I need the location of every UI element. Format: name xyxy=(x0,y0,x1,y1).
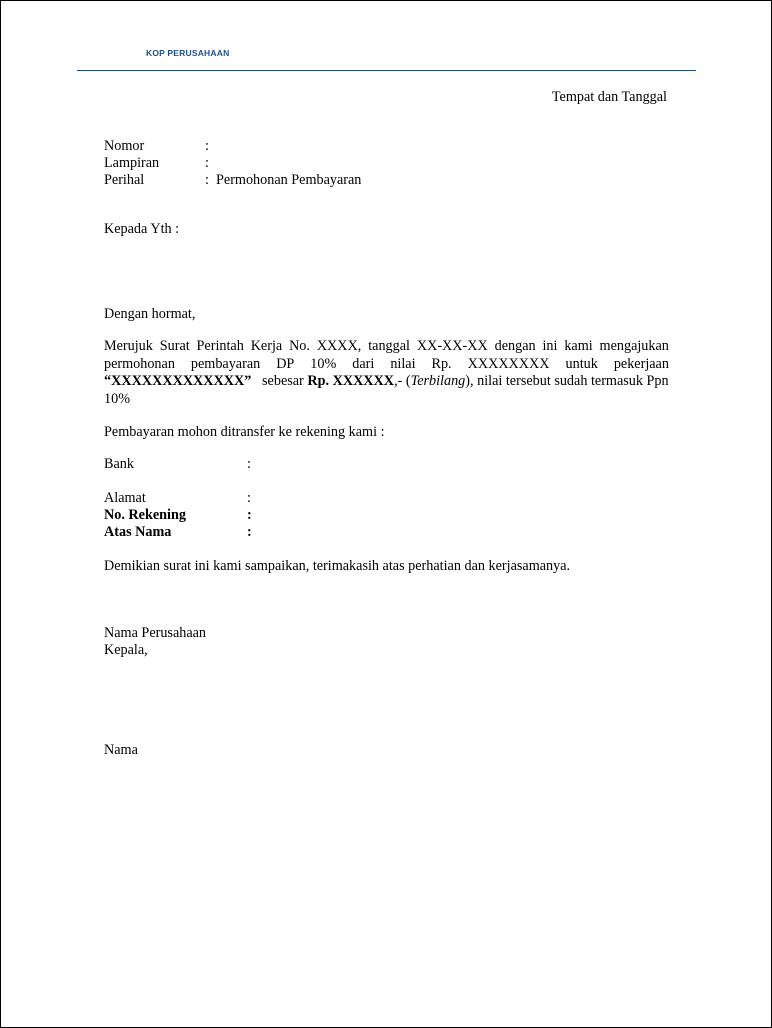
atas-nama-label: Atas Nama xyxy=(104,524,172,540)
perihal-label: Perihal xyxy=(104,172,145,188)
greeting: Dengan hormat, xyxy=(104,306,196,322)
body-line-1-word-4: Kerja xyxy=(250,338,283,354)
body-line-2-word-2: pembayaran xyxy=(190,355,261,372)
body-line-2-word-1: permohonan xyxy=(104,355,175,372)
body-tail: ), nilai tersebut sudah termasuk Ppn xyxy=(465,373,669,389)
signature-company: Nama Perusahaan xyxy=(104,625,207,641)
bank-colon: : xyxy=(247,456,251,472)
job-name: “XXXXXXXXXXXXX” xyxy=(104,373,252,389)
rekening-colon: : xyxy=(247,507,252,523)
body-line-2-word-8: XXXXXXXX xyxy=(467,355,550,372)
body-line-2-word-6: nilai xyxy=(390,355,416,372)
body-line-1-word-3: Perintah xyxy=(196,338,244,354)
body-line-1-word-1: Merujuk xyxy=(104,338,153,354)
bank-label: Bank xyxy=(104,456,134,472)
body-line-1-word-5: No. xyxy=(289,338,310,354)
body-line-2-word-7: Rp. xyxy=(431,355,452,372)
body-line-1-word-11: kami xyxy=(564,338,593,354)
body-line-2-word-4: 10% xyxy=(310,355,337,372)
terbilang: Terbilang xyxy=(410,373,466,389)
job-name-group xyxy=(104,373,669,391)
body-line-2-word-3: DP xyxy=(276,355,295,372)
body-line-1-word-12: mengajukan xyxy=(599,338,669,354)
body-line-2 xyxy=(104,356,669,374)
amount-suffix: ,- ( xyxy=(394,373,411,389)
amount: Rp. XXXXXX xyxy=(307,373,395,389)
place-and-date: Tempat dan Tanggal xyxy=(551,89,667,105)
body-line-4: 10% xyxy=(104,390,131,407)
company-letterhead: KOP PERUSAHAAN xyxy=(146,48,230,58)
alamat-colon: : xyxy=(247,490,251,506)
alamat-label: Alamat xyxy=(104,490,146,506)
recipient-line: Kepada Yth : xyxy=(104,221,180,237)
body-line-1-word-10: ini xyxy=(542,338,558,354)
body-line-1 xyxy=(104,338,669,356)
nomor-label: Nomor xyxy=(104,138,145,154)
lampiran-colon: : xyxy=(205,155,209,171)
signature-name: Nama xyxy=(104,742,138,758)
body-paragraph xyxy=(104,338,669,408)
transfer-intro: Pembayaran mohon ditransfer ke rekening kami : xyxy=(104,424,385,440)
closing-sentence: Demikian surat ini kami sampaikan, terimakasih atas perhatian dan kerjasamanya. xyxy=(104,558,571,574)
rekening-label: No. Rekening xyxy=(104,507,186,523)
letterhead-divider xyxy=(77,70,696,71)
body-line-2-word-5: dari xyxy=(352,355,375,372)
body-line-1-word-7: tanggal xyxy=(368,338,410,354)
nomor-colon: : xyxy=(205,138,209,154)
body-line-2-word-10: pekerjaan xyxy=(613,355,669,372)
sebesar-word: sebesar xyxy=(262,373,304,389)
body-line-1-word-8: XX-XX-XX xyxy=(416,338,488,354)
perihal-colon: : xyxy=(205,172,209,188)
atas-nama-colon: : xyxy=(247,524,252,540)
lampiran-label: Lampiran xyxy=(104,155,160,171)
signature-title: Kepala, xyxy=(104,642,148,658)
perihal-value: Permohonan Pembayaran xyxy=(216,172,362,188)
body-line-2-word-9: untuk xyxy=(565,355,598,372)
body-line-3 xyxy=(104,373,669,391)
body-line-1-word-9: dengan xyxy=(494,338,536,354)
body-line-1-word-6: XXXX, xyxy=(316,338,362,354)
body-line-1-word-2: Surat xyxy=(159,338,190,354)
